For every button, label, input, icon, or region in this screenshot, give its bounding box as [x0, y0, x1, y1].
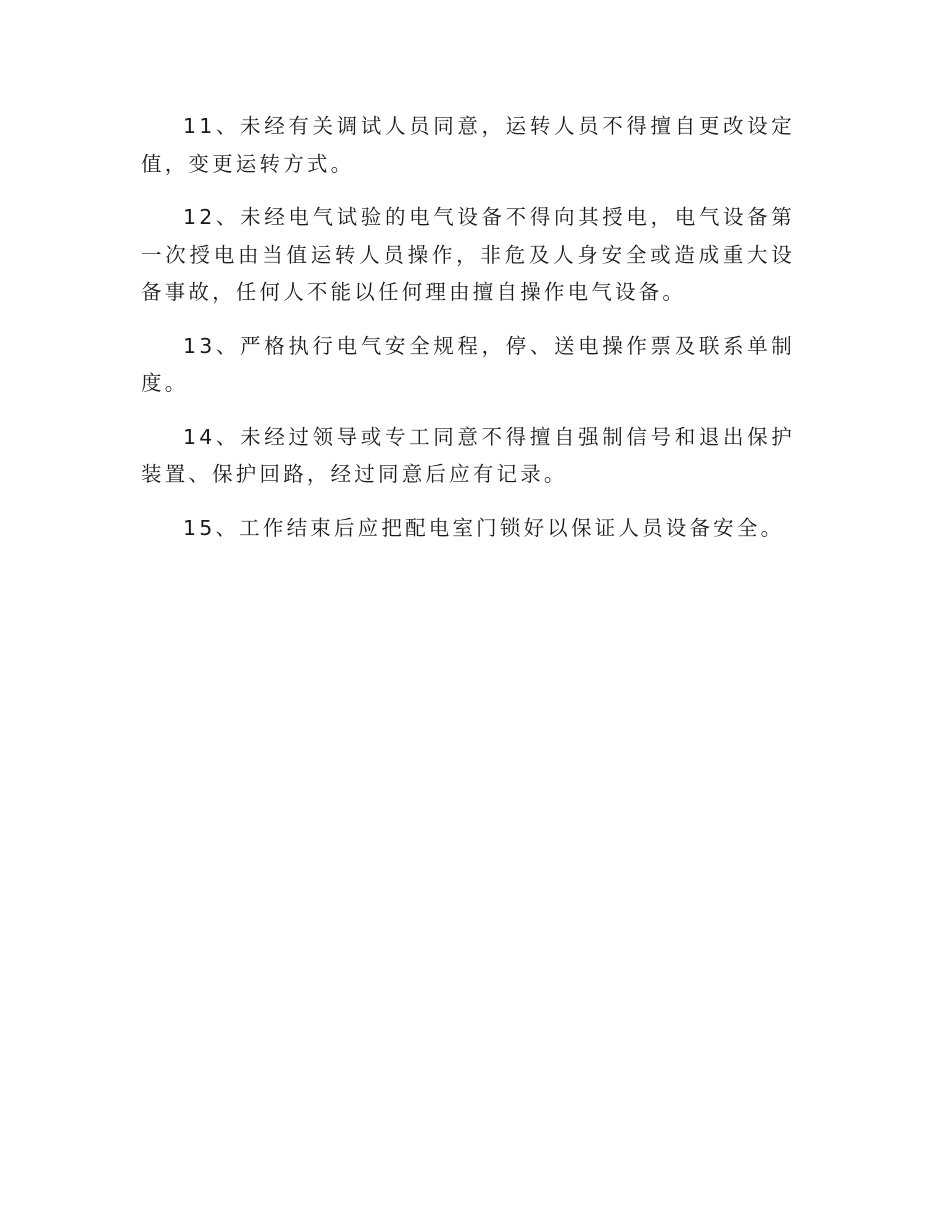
paragraph-13: 13、严格执行电气安全规程，停、送电操作票及联系单制度。 [141, 333, 795, 395]
paragraph-12: 12、未经电气试验的电气设备不得向其授电，电气设备第一次授电由当值运转人员操作，非危及人身安全或造成重大设备事故，任何人不能以任何理由擅自操作电气设备。 [141, 205, 795, 304]
paragraph-14: 14、未经过领导或专工同意不得擅自强制信号和退出保护装置、保护回路，经过同意后应有记录。 [141, 424, 795, 486]
document-body [141, 108, 795, 563]
paragraph-15: 15、工作结束后应把配电室门锁好以保证人员设备安全。 [183, 515, 785, 540]
paragraph-11: 11、未经有关调试人员同意，运转人员不得擅自更改设定值，变更运转方式。 [141, 114, 795, 176]
